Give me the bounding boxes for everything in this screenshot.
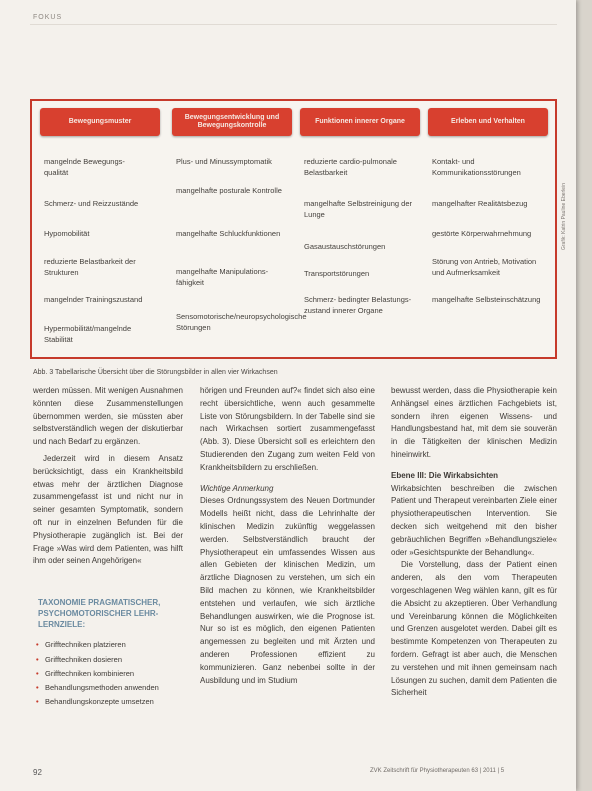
paragraph: hörigen und Freunden auf?« findet sich also eine recht übersichtliche, wenn auch gesammelte Liste von Störungsbildern. In der Tabelle sind sie nach Wirkachsen sortiert zusammengefasst (Abb. 3). Diese Übersicht soll es erleichtern den Studierenden den Zugang zum weiten Feld von Krankheitsbildern zu erschließen. — [200, 386, 375, 472]
table-cell: reduzierte cardio-pulmonale Belastbarkeit — [304, 157, 397, 178]
table-cell: Sensomotorische/neuropsychologische Störungen — [176, 312, 307, 333]
table-cell: Hypermobilität/mangelnde Stabilität — [44, 324, 132, 345]
table-cell: mangelhafte Manipulations-fähigkeit — [176, 267, 269, 288]
taxonomy-box — [30, 598, 183, 768]
paragraph: Die Vorstellung, dass der Patient einen anderen, als den vom Therapeuten vorgeschlagenen Weg wählen kann, gilt es für die Absicht zu akzeptieren. Über Verhandlung und Vereinbarung können die Möglichkeiten und Grenzen ausgelotet werden. Dabei gilt es bestimmte Kompetenzen von Therapeuten zu fordern. Gefragt ist aber auch, die Menschen zu verstehen und mit ihnen gemeinsam nach Lösungen zu suchen, damit dem Patienten die Sicherheit — [391, 560, 557, 698]
header-rule — [30, 24, 557, 25]
taxonomy-list — [30, 638, 183, 709]
list-item: • Grifftechniken dosieren — [36, 653, 183, 667]
table-cell: Störung von Antrieb, Motivation und Aufmerksamkeit — [432, 257, 537, 278]
list-item: • Behandlungskonzepte umsetzen — [36, 695, 183, 709]
subheading: Wichtige Anmerkung — [200, 483, 274, 493]
section-label: FOKUS — [33, 14, 63, 21]
figure-caption: Abb. 3 Tabellarische Übersicht über die Störungsbilder in allen vier Wirkachsen — [33, 369, 278, 376]
list-item: • Grifftechniken kombinieren — [36, 667, 183, 681]
page-number: 92 — [33, 768, 42, 777]
table-header-4: Erleben und Verhalten — [428, 108, 548, 136]
article-column-1 — [33, 385, 183, 573]
journal-footer: ZVK Zeitschrift für Physiotherapeuten 63 | 2011 | 5 — [370, 768, 505, 774]
table-cell: Transportstörungen — [304, 269, 370, 278]
table-cell: mangelhafte Selbsteinschätzung — [432, 295, 541, 304]
table-cell: mangelhafter Realitätsbezug — [432, 199, 528, 208]
table-cell: Plus- und Minussymptomatik — [176, 157, 272, 166]
article-column-2 — [200, 385, 375, 760]
paragraph: bewusst werden, dass die Physiotherapie kein Anhängsel eines ärztlichen Fachgebiets ist, sondern ihren eigenen Wissens- und Handlungsbestand hat, mit dem sie souverän in die Tätigkeiten der klinischen Medizin hineinwirkt. — [391, 386, 557, 459]
paragraph: Jederzeit wird in diesem Ansatz berücksichtigt, dass ein Krankheitsbild etwas mehr der ärztlichen Diagnose zusammengefasst ist und nicht nur in seiner gesamten Symptomatik, sondern oft nur in einzelnen Befunden für die Physiotherapie zugänglich ist. Bei der Frage »Was wird dem Patienten, was hilft ihm oder seinen Angehörigen« — [33, 453, 183, 566]
paragraph: werden müssen. Mit wenigen Ausnahmen könnten diese Zusammenstellungen übernommen werden, sie müssten aber selbstverständlich wegen der diskutierbar und nach Bedarf zu ergänzen. — [33, 386, 183, 447]
table-cell: mangelnde Bewegungs-qualität — [44, 157, 125, 178]
table-cell: Schmerz- und Reizzustände — [44, 199, 139, 208]
table-cell: Schmerz- bedingter Belastungs-zustand innerer Organe — [304, 295, 412, 316]
disorder-table — [30, 99, 557, 359]
table-cell: reduzierte Belastbarkeit der Strukturen — [44, 257, 136, 278]
taxonomy-title: TAXONOMIE PRAGMATISCHER, PSYCHOMOTORISCHER LEHR-LERNZIELE: — [38, 598, 161, 629]
table-header-1: Bewegungsmuster — [40, 108, 160, 136]
list-item: • Grifftechniken platzieren — [36, 638, 183, 652]
table-cell: Gasaustauschstörungen — [304, 242, 386, 251]
table-cell: mangelhafte Selbstreinigung der Lunge — [304, 199, 412, 220]
table-cell: Hypomobilität — [44, 229, 90, 238]
list-item: • Behandlungsmethoden anwenden — [36, 681, 183, 695]
table-header-2: Bewegungsentwicklung und Bewegungskontrolle — [172, 108, 292, 136]
table-cell: gestörte Körperwahrnehmung — [432, 229, 532, 238]
figure-credit: Grafik: Katrin Pauline Eberlein — [561, 183, 567, 250]
table-cell: mangelnder Trainingszustand — [44, 295, 143, 304]
article-column-3 — [391, 385, 557, 760]
paragraph: Wirkabsichten beschreiben die zwischen Patient und Therapeut vereinbarten Ziele einer physiotherapeutischen Intervention. Sie decken sich weitgehend mit den bisher gebräuchlichen Begriffen »Behandlungsziele« oder »Gesichtspunkte der Behandlung«. — [391, 483, 557, 557]
table-header-row — [32, 103, 555, 143]
table-cell: Kontakt- und Kommunikationsstörungen — [432, 157, 521, 178]
section-heading: Ebene III: Die Wirkabsichten — [391, 470, 499, 480]
table-cell: mangelhafte Schluckfunktionen — [176, 229, 281, 238]
paragraph: Dieses Ordnungssystem des Neuen Dortmunder Modells heißt nicht, dass die Lehrinhalte der klinischen Medizin zukünftig weggelassen werden. Selbstverständlich braucht der Physiotherapeut ein umfassendes Wissen aus allen Gebieten der klinischen Medizin, um ärztliche Diagnosen zu verstehen, um sich ein Bild machen zu können, wie Krankheitsbilder entstehen und verlaufen, wie sich ärztliche Behandlungen auswirken, wie die Prognose ist. Nur so ist es möglich, den eigenen Patienten angemessen zu begleiten und mit Ärzten und anderen Professionen effizient zu kommunizieren. Ganz nebenbei sollte in der Ausbildung und im Studium — [200, 496, 375, 685]
table-cell: mangelhafte posturale Kontrolle — [176, 186, 282, 195]
table-header-3: Funktionen innerer Organe — [300, 108, 420, 136]
